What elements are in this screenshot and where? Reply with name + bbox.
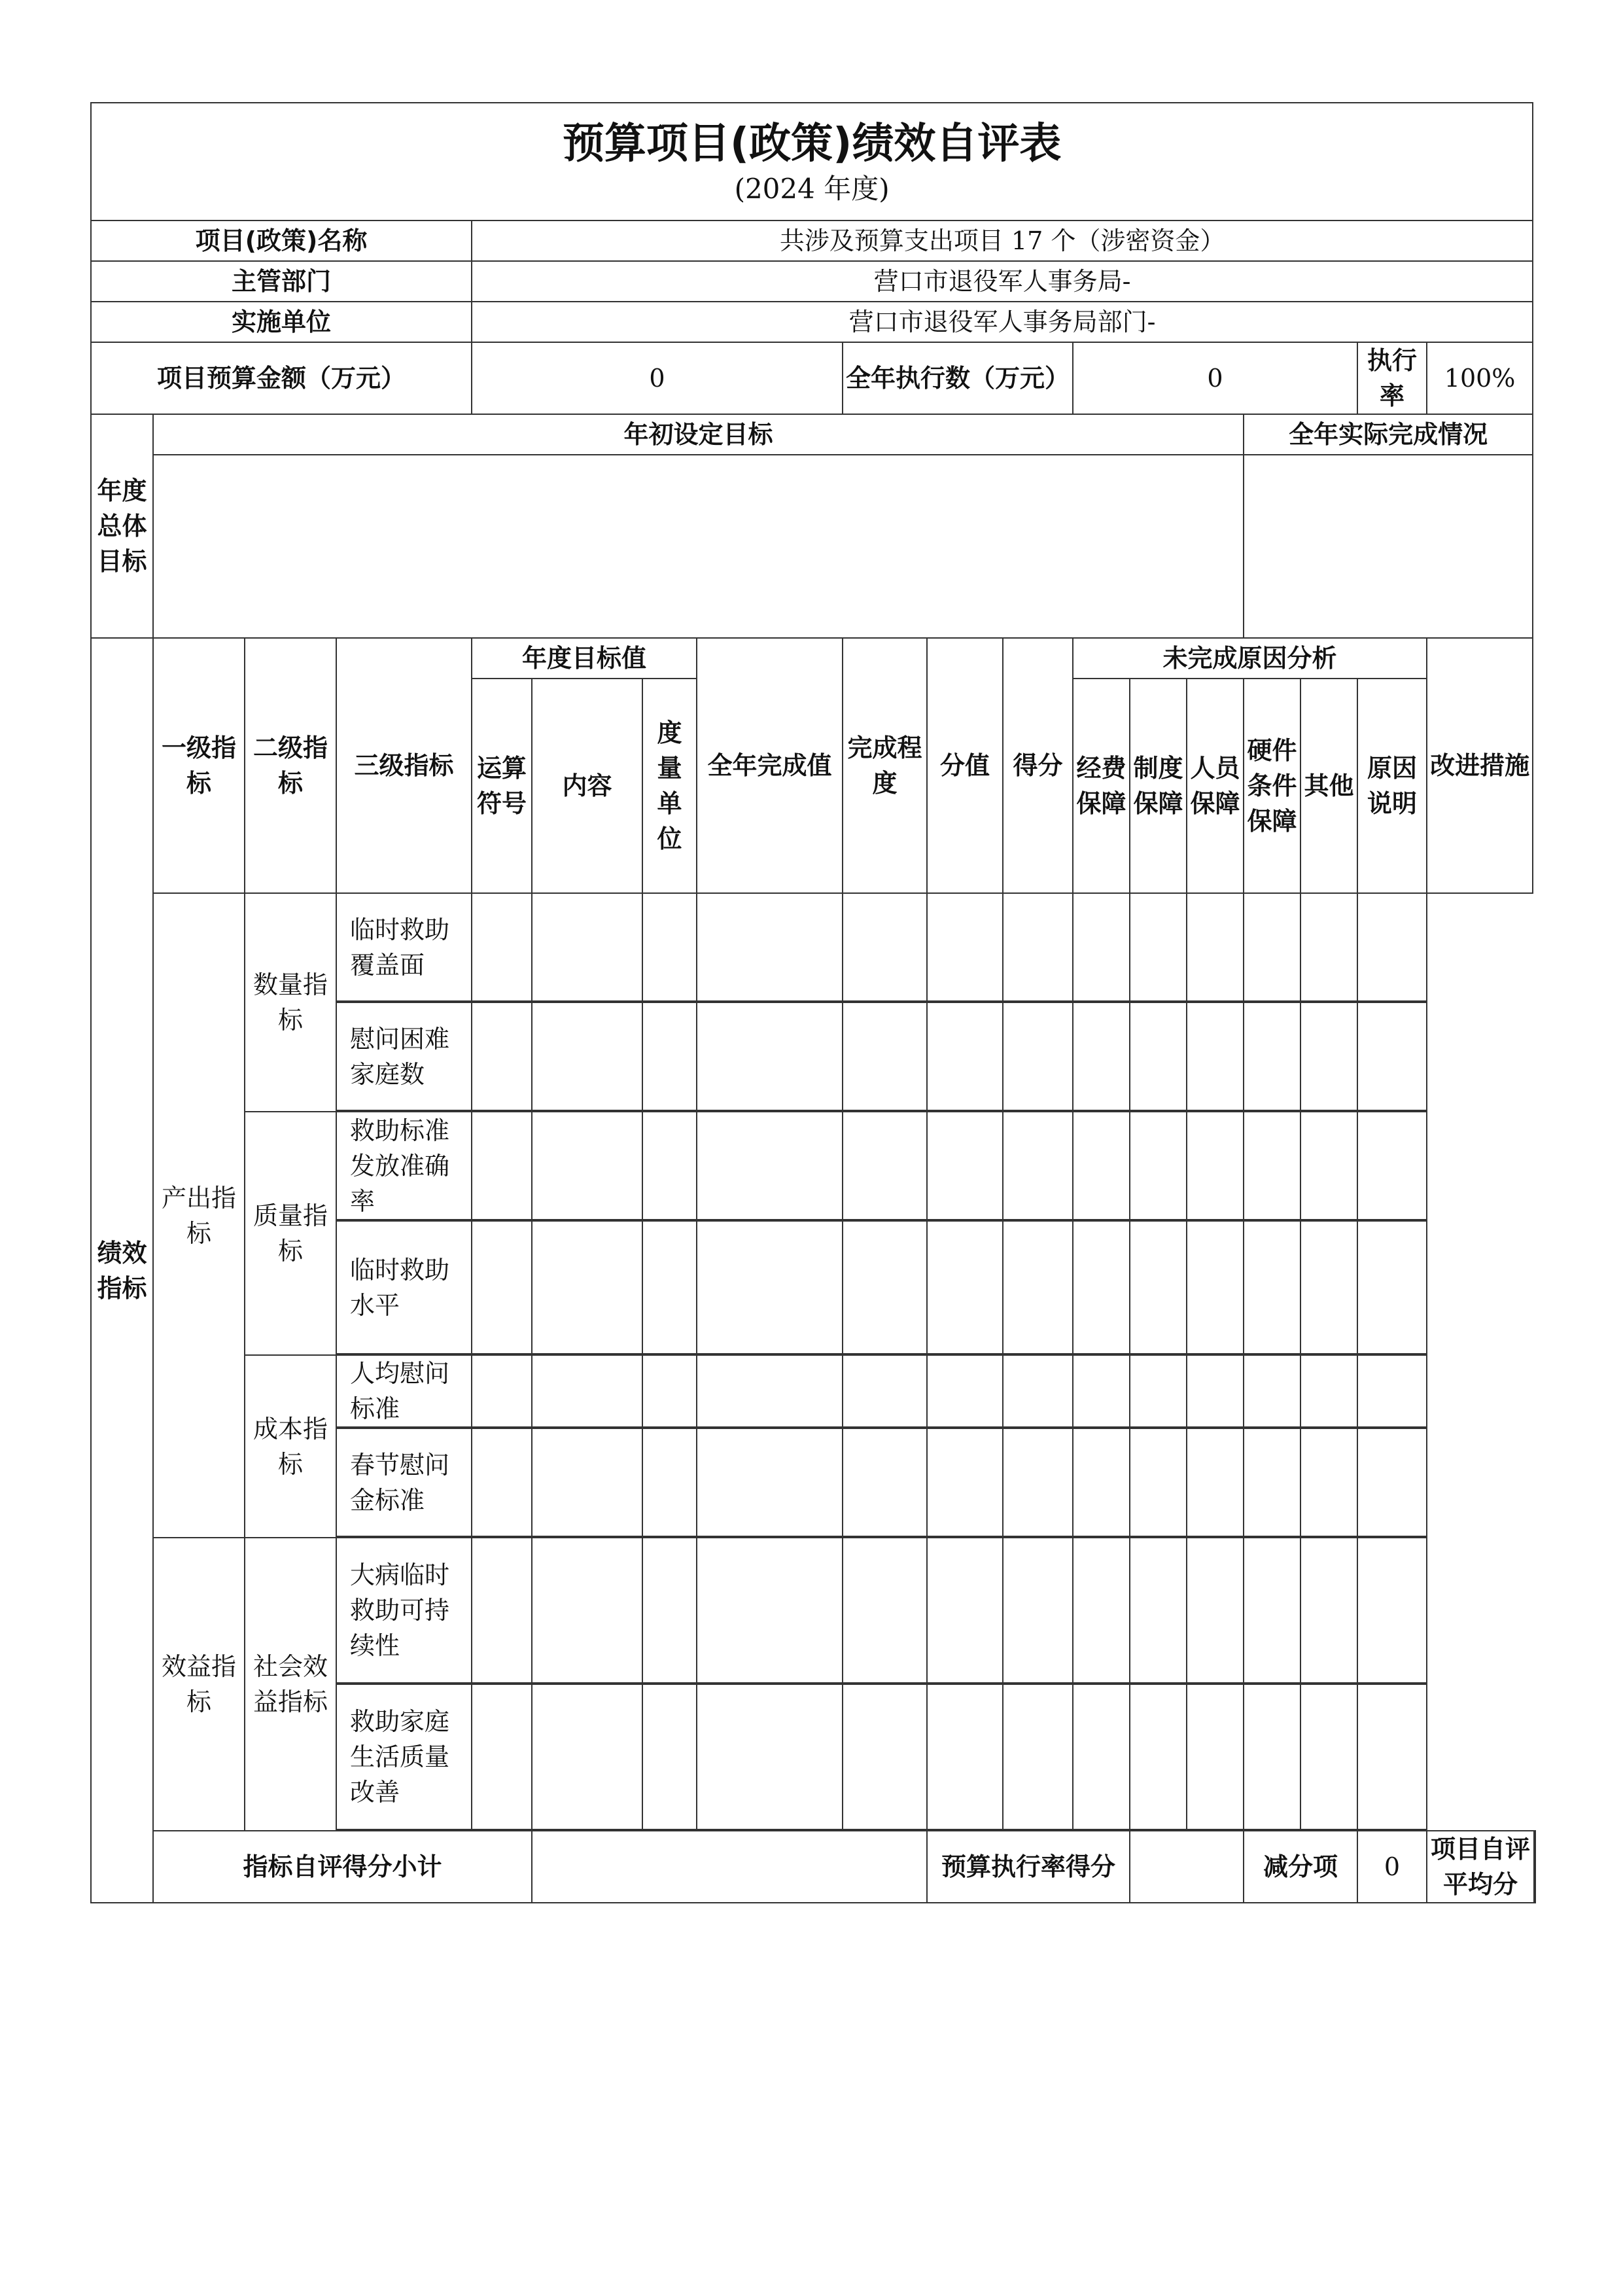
deduction-label: 减分项 <box>1244 1831 1357 1903</box>
budget-amount-value: 0 <box>472 342 843 414</box>
level1-benefit: 效益指标 <box>153 1538 245 1831</box>
hdr-system: 制度保障 <box>1130 679 1187 893</box>
hdr-reason-note: 原因说明 <box>1357 679 1427 893</box>
deduction-value: 0 <box>1357 1831 1427 1903</box>
level3-item: 慰问困难家庭数 <box>336 1002 472 1110</box>
level1-output: 产出指标 <box>153 893 245 1538</box>
goals-side-label: 年度总体目标 <box>91 414 153 638</box>
indicators-side-label: 绩效指标 <box>91 638 153 1903</box>
actual-goal-label: 全年实际完成情况 <box>1244 414 1533 455</box>
level3-item: 临时救助水平 <box>336 1221 472 1354</box>
hdr-level3: 三级指标 <box>336 638 472 893</box>
subtotal-value <box>532 1831 927 1903</box>
level3-item: 春节慰问金标准 <box>336 1428 472 1536</box>
subtotal-label: 指标自评得分小计 <box>153 1831 532 1903</box>
level2-cost: 成本指标 <box>245 1355 336 1538</box>
performance-form <box>90 102 1536 1903</box>
hdr-content: 内容 <box>532 679 642 893</box>
hdr-hardware: 硬件条件保障 <box>1244 679 1300 893</box>
hdr-reason-analysis: 未完成原因分析 <box>1073 638 1427 679</box>
competent-dept-label: 主管部门 <box>91 261 472 302</box>
level3-item: 人均慰问标准 <box>336 1355 472 1427</box>
level3-item: 临时救助覆盖面 <box>336 893 472 1001</box>
hdr-completion: 完成程度 <box>843 638 927 893</box>
actual-goal-value <box>1244 455 1533 638</box>
hdr-other: 其他 <box>1300 679 1357 893</box>
hdr-operator: 运算符号 <box>472 679 532 893</box>
hdr-funding: 经费保障 <box>1073 679 1130 893</box>
hdr-score-value: 分值 <box>927 638 1003 893</box>
rate-label: 执行率 <box>1357 342 1427 414</box>
level3-item: 大病临时救助可持续性 <box>336 1538 472 1683</box>
competent-dept-value: 营口市退役军人事务局- <box>472 261 1533 302</box>
avg-label: 项目自评平均分 <box>1427 1831 1534 1903</box>
level3-item: 救助标准发放准确率 <box>336 1112 472 1220</box>
level3-item: 救助家庭生活质量改善 <box>336 1684 472 1829</box>
hdr-score: 得分 <box>1003 638 1073 893</box>
executed-value: 0 <box>1073 342 1357 414</box>
impl-unit-label: 实施单位 <box>91 302 472 342</box>
hdr-level2: 二级指标 <box>245 638 336 893</box>
initial-goal-value <box>153 455 1244 638</box>
hdr-improve: 改进措施 <box>1427 638 1533 893</box>
level2-quality: 质量指标 <box>245 1112 336 1355</box>
initial-goal-label: 年初设定目标 <box>153 414 1244 455</box>
budget-amount-label: 项目预算金额（万元） <box>91 342 472 414</box>
impl-unit-value: 营口市退役军人事务局部门- <box>472 302 1533 342</box>
hdr-annual-target: 年度目标值 <box>472 638 697 679</box>
exec-score-value <box>1130 1831 1244 1903</box>
form-title: 预算项目(政策)绩效自评表 <box>562 120 1062 168</box>
hdr-level1: 一级指标 <box>153 638 245 893</box>
hdr-personnel: 人员保障 <box>1187 679 1244 893</box>
title-cell <box>91 103 1533 221</box>
form-subtitle: (2024 年度) <box>734 173 890 205</box>
project-name-label: 项目(政策)名称 <box>91 221 472 261</box>
level2-social: 社会效益指标 <box>245 1538 336 1831</box>
level2-quantity: 数量指标 <box>245 893 336 1112</box>
project-name-value: 共涉及预算支出项目 17 个（涉密资金） <box>472 221 1533 261</box>
avg-value <box>1534 1831 1535 1903</box>
exec-score-label: 预算执行率得分 <box>927 1831 1130 1903</box>
hdr-annual-actual: 全年完成值 <box>697 638 843 893</box>
rate-value: 100% <box>1427 342 1533 414</box>
executed-label: 全年执行数（万元） <box>843 342 1073 414</box>
self-evaluation-table <box>90 102 1536 1903</box>
hdr-unit: 度量单位 <box>642 679 697 893</box>
